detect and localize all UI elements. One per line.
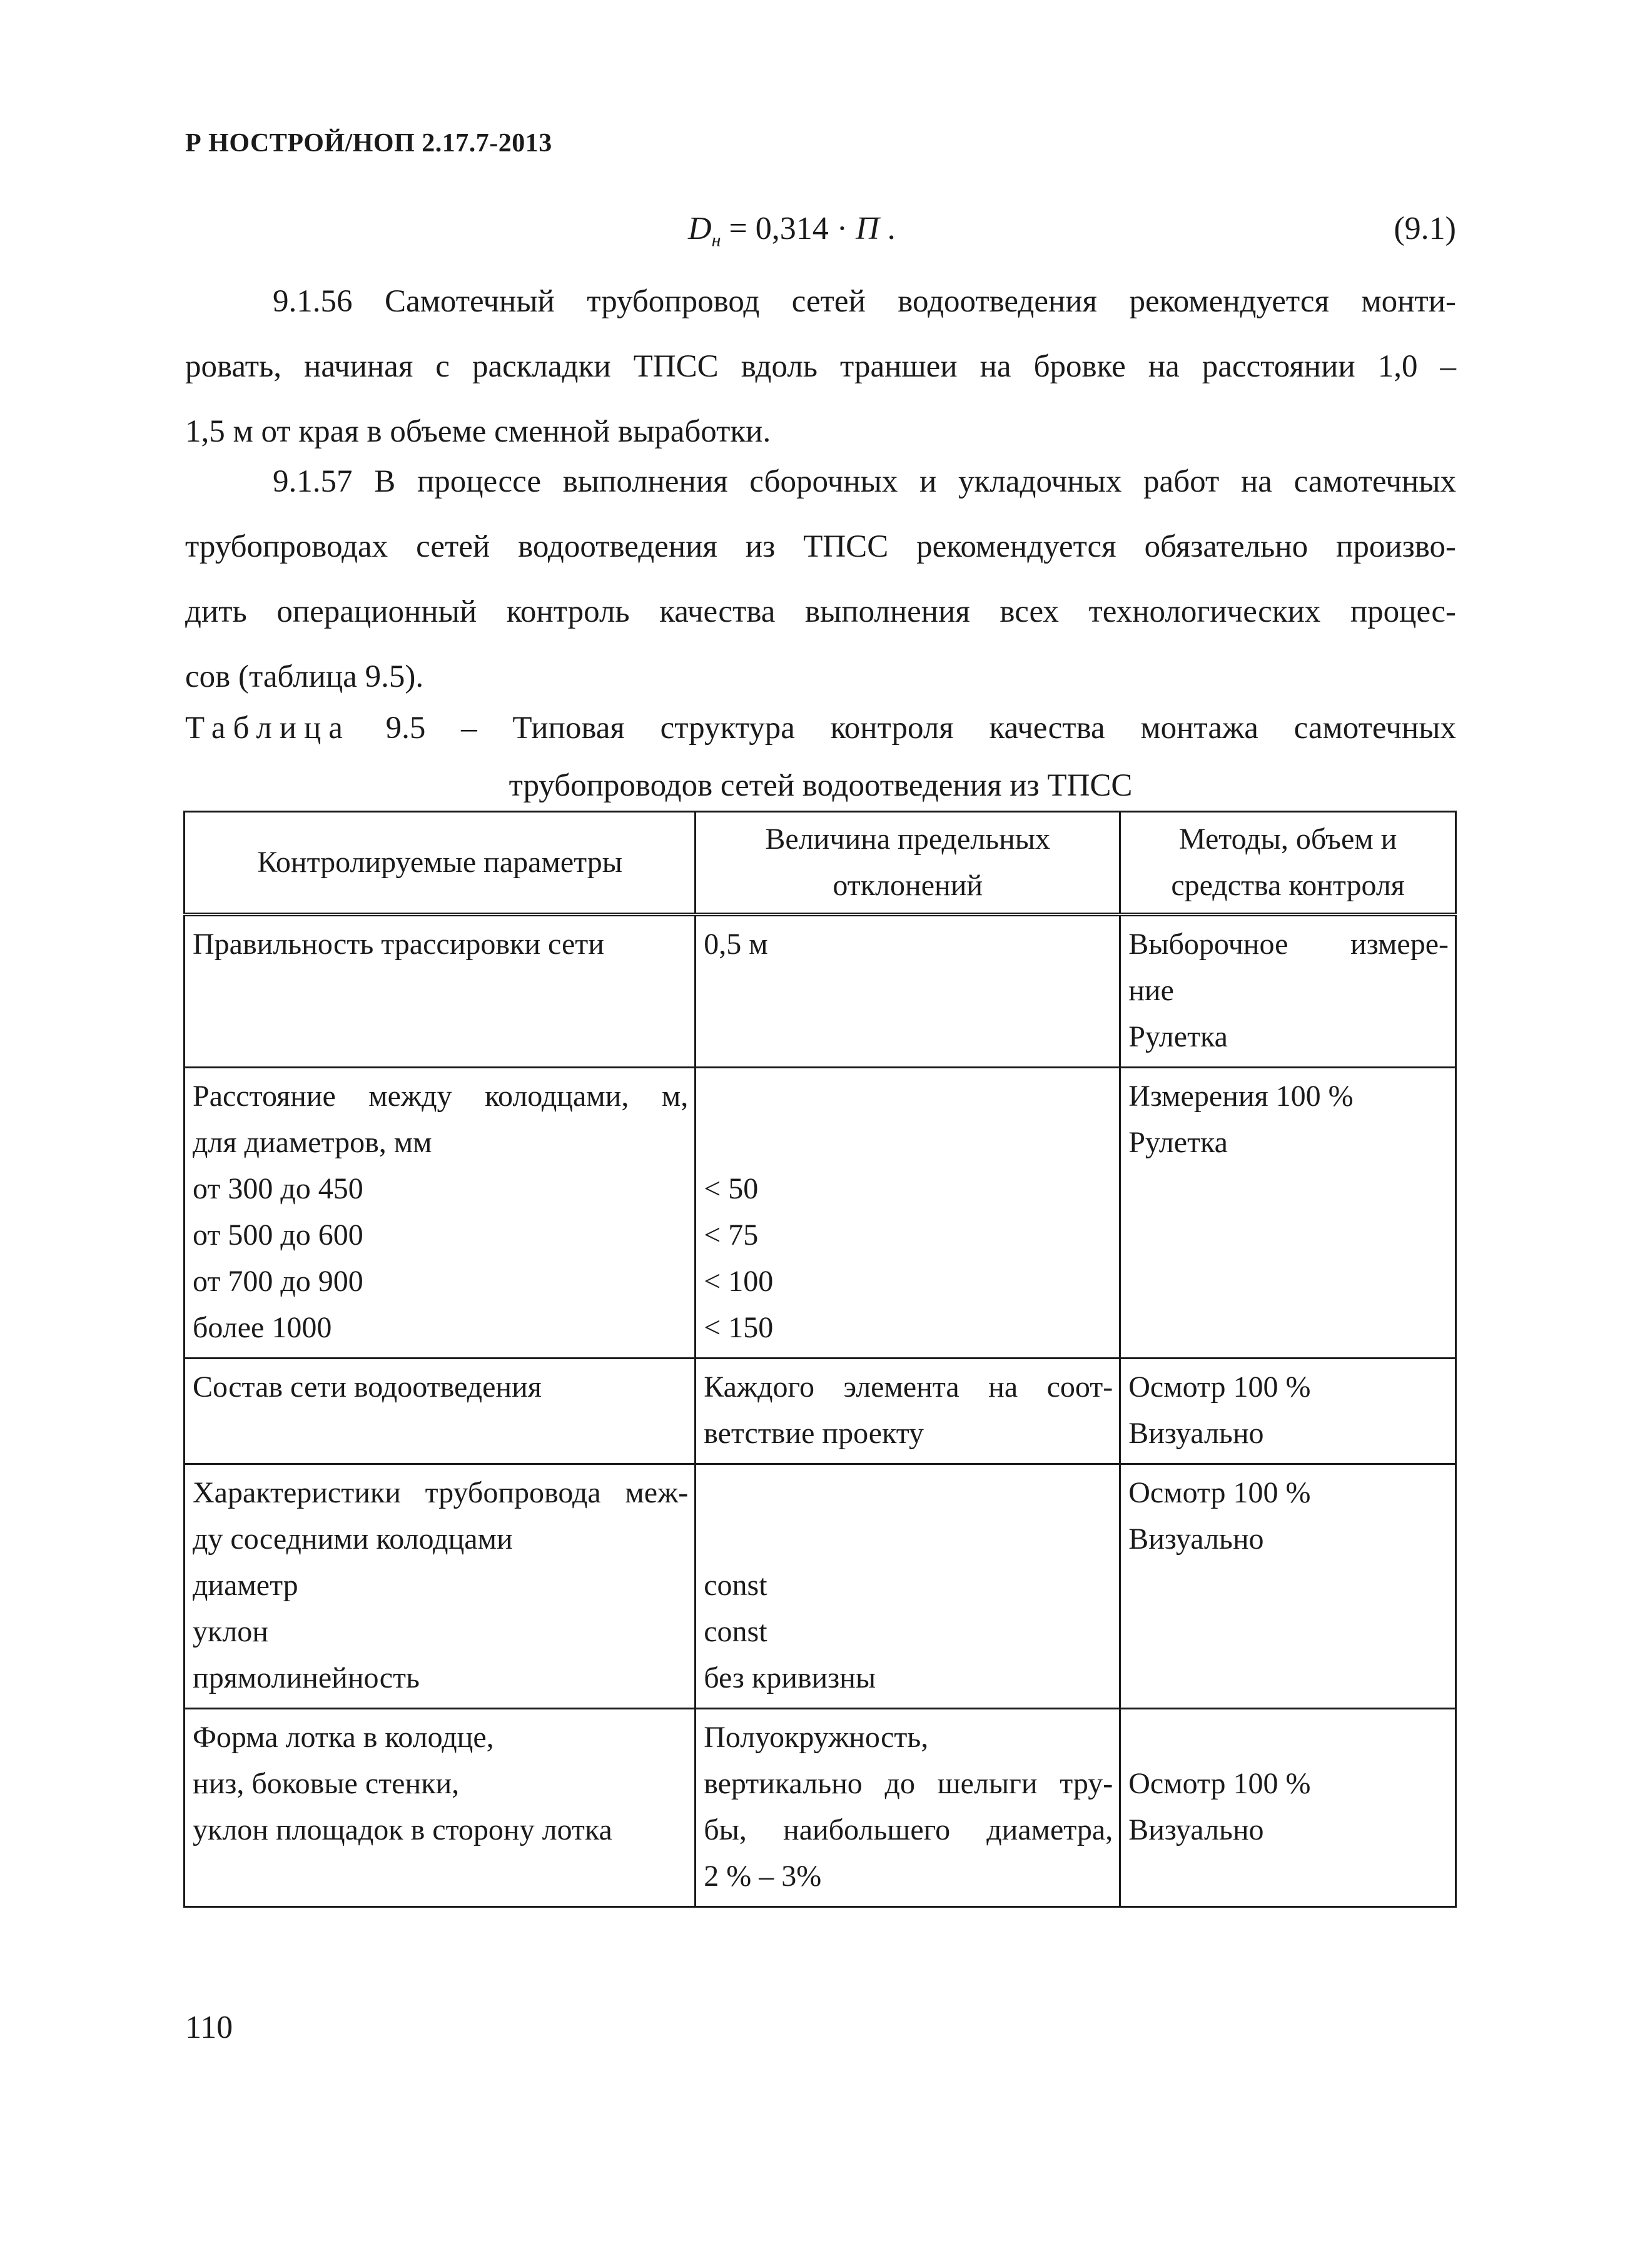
cell-line	[704, 1516, 1113, 1562]
formula-var: П	[856, 211, 879, 246]
cell-line: более 1000	[193, 1311, 332, 1344]
table-cell	[185, 1464, 696, 1709]
table-cell	[185, 1068, 696, 1359]
cell-line: < 75	[704, 1218, 759, 1252]
caption-line-2: трубопроводов сетей водоотведения из ТПСС	[509, 768, 1133, 803]
table-cell	[1120, 914, 1456, 1068]
table-cell	[696, 1464, 1120, 1709]
cell-line: Характеристики трубопровода меж-	[193, 1476, 689, 1509]
table-cell	[696, 1068, 1120, 1359]
formula-subscript: н	[711, 230, 721, 251]
formula-rhs: = 0,314 ·	[721, 211, 856, 246]
caption-word: качества	[989, 711, 1105, 746]
cell-line: Состав сети водоотведения	[193, 1370, 542, 1404]
header-line: Методы, объем и	[1178, 823, 1397, 856]
table-caption	[185, 696, 1456, 811]
cell-line: Правильность трассировки сети	[193, 928, 604, 961]
cell-line: Визуально	[1128, 1522, 1264, 1556]
header-line: средства контроля	[1171, 869, 1405, 902]
cell-line: Визуально	[1128, 1417, 1264, 1450]
paragraph-line: сов (таблица 9.5).	[185, 659, 424, 694]
cell-line: Полуокружность,	[704, 1721, 929, 1754]
caption-word: Типовая	[512, 711, 625, 746]
formula-end: .	[879, 211, 896, 246]
paragraph-line: 9.1.56 Самотечный трубопровод сетей водоотведения рекомендуется монти-	[273, 284, 1456, 319]
paragraph-line: трубопроводах сетей водоотведения из ТПСС рекомендуется обязательно произво-	[185, 529, 1456, 564]
cell-line: от 300 до 450	[193, 1172, 363, 1205]
cell-line: Расстояние между колодцами, м,	[193, 1080, 689, 1113]
cell-line: от 500 до 600	[193, 1218, 363, 1252]
page-number: 110	[185, 2010, 233, 2045]
paragraph-9-1-57	[185, 449, 1456, 709]
formula-lhs: D	[688, 211, 712, 246]
paragraph-line: дить операционный контроль качества выполнения всех технологических процес-	[185, 594, 1456, 629]
cell-line: const	[704, 1615, 767, 1648]
caption-line-1	[185, 696, 1456, 761]
cell-line: Визуально	[1128, 1813, 1264, 1846]
cell-line: уклон площадок в сторону лотка	[193, 1813, 612, 1846]
cell-line: const	[704, 1569, 767, 1602]
cell-line: прямолинейность	[193, 1661, 420, 1694]
table-cell	[185, 914, 696, 1068]
quality-control-table	[183, 811, 1457, 1908]
caption-word: Таблица	[185, 711, 350, 746]
caption-word: самотечных	[1293, 711, 1456, 746]
cell-line: ние	[1128, 974, 1174, 1007]
cell-line	[1128, 1714, 1449, 1761]
caption-word: контроля	[830, 711, 954, 746]
cell-line: Каждого элемента на соот-	[704, 1370, 1113, 1404]
cell-line: Измерения 100 %	[1128, 1080, 1354, 1113]
cell-line: вертикально до шелыги тру-	[704, 1767, 1113, 1800]
cell-line: низ, боковые стенки,	[193, 1767, 460, 1800]
table-cell	[1120, 1359, 1456, 1464]
cell-line: для диаметров, мм	[193, 1126, 432, 1159]
cell-line: Осмотр 100 %	[1128, 1370, 1311, 1404]
table-cell	[1120, 1709, 1456, 1907]
table-header-row	[185, 812, 1456, 915]
table-cell	[1120, 1068, 1456, 1359]
cell-line: < 100	[704, 1265, 774, 1298]
table-cell	[696, 1359, 1120, 1464]
cell-line: Осмотр 100 %	[1128, 1767, 1311, 1800]
caption-word: монтажа	[1140, 711, 1258, 746]
cell-line: Осмотр 100 %	[1128, 1476, 1311, 1509]
cell-line: < 50	[704, 1172, 759, 1205]
cell-line: Рулетка	[1128, 1126, 1228, 1159]
cell-line	[704, 1120, 1113, 1166]
cell-line: диаметр	[193, 1569, 298, 1602]
header-line: отклонений	[833, 869, 983, 902]
formula-number: (9.1)	[1394, 211, 1456, 246]
caption-word: структура	[660, 711, 795, 746]
caption-word: 9.5	[385, 711, 426, 746]
cell-line: Форма лотка в колодце,	[193, 1721, 494, 1754]
cell-line	[704, 1073, 1113, 1120]
caption-word: –	[461, 711, 477, 746]
table-cell	[185, 1359, 696, 1464]
table-header-cell	[696, 812, 1120, 915]
cell-line: Рулетка	[1128, 1020, 1228, 1053]
table-cell	[185, 1709, 696, 1907]
paragraph-line: ровать, начиная с раскладки ТПСС вдоль траншеи на бровке на расстоянии 1,0 –	[185, 349, 1456, 384]
table-header-cell	[1120, 812, 1456, 915]
table-row	[185, 1464, 1456, 1709]
paragraph-line: 9.1.57 В процессе выполнения сборочных и укладочных работ на самотечных	[273, 464, 1456, 499]
table-header-cell	[185, 812, 696, 915]
paragraph-9-1-56	[185, 269, 1456, 464]
table-row	[185, 914, 1456, 1068]
cell-line: 2 % – 3%	[704, 1860, 822, 1893]
cell-line: без кривизны	[704, 1661, 876, 1694]
cell-line: уклон	[193, 1615, 268, 1648]
cell-line: ду соседними колодцами	[193, 1522, 513, 1556]
cell-line: Выборочное измере-	[1128, 928, 1449, 961]
cell-line: < 150	[704, 1311, 774, 1344]
formula-9-1	[688, 210, 896, 251]
cell-line: от 700 до 900	[193, 1265, 363, 1298]
table-cell	[696, 914, 1120, 1068]
table-cell	[1120, 1464, 1456, 1709]
header-line: Контролируемые параметры	[257, 846, 622, 879]
table-row	[185, 1709, 1456, 1907]
cell-line	[704, 1470, 1113, 1516]
header-line: Величина предельных	[765, 823, 1051, 856]
table-row	[185, 1359, 1456, 1464]
table-row	[185, 1068, 1456, 1359]
cell-line: 0,5 м	[704, 928, 768, 961]
paragraph-line: 1,5 м от края в объеме сменной выработки.	[185, 414, 771, 449]
cell-line: ветствие проекту	[704, 1417, 924, 1450]
table-cell	[696, 1709, 1120, 1907]
cell-line: бы, наибольшего диаметра,	[704, 1813, 1113, 1846]
cell-spacer	[193, 1410, 688, 1457]
document-header: Р НОСТРОЙ/НОП 2.17.7-2013	[185, 129, 552, 158]
